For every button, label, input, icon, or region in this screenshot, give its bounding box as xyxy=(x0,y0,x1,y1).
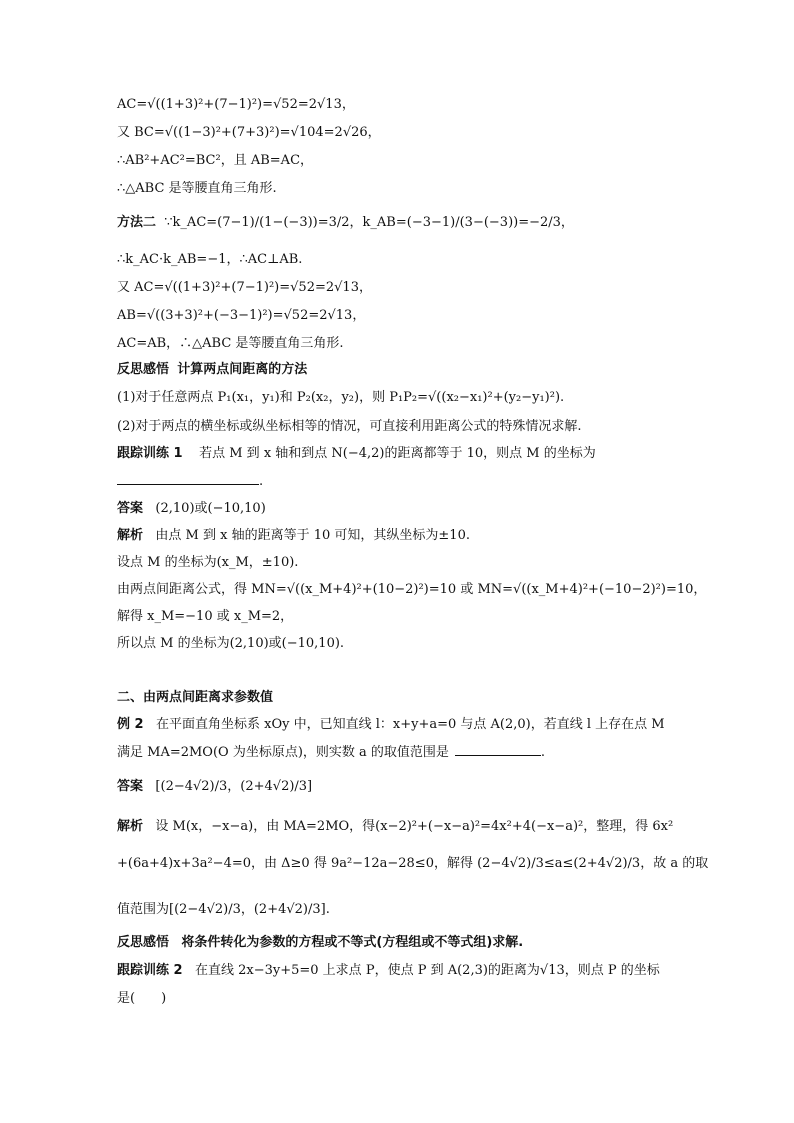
answer-blank xyxy=(117,472,259,485)
line-special-case: (2)对于两点的横坐标或纵坐标相等的情况，可直接利用距离公式的特殊情况求解. xyxy=(117,419,582,434)
line-conclusion-3: 所以点 M 的坐标为(2,10)或(−10,10). xyxy=(117,636,345,651)
section-heading-2: 二、由两点间距离求参数值 xyxy=(117,690,274,705)
label-exercise-2: 跟踪训练 2 xyxy=(117,963,183,978)
line-bc-distance: 又 BC=√((1−3)²+(7+3)²)=√104=2√26， xyxy=(117,125,381,140)
line-formula: (1)对于任意两点 P₁(x₁，y₁)和 P₂(x₂，y₂)，则 P₁P₂=√((x₂−x₁)²+(y₂−y₁)²). xyxy=(117,390,565,405)
line-exercise-1-blank: . xyxy=(117,472,263,491)
line-analysis-1: 解析 由点 M 到 x 轴的距离等于 10 可知，其纵坐标为±10. xyxy=(117,528,470,543)
line-ac-distance-2: 又 AC=√((1+3)²+(7−1)²)=√52=2√13， xyxy=(117,280,372,295)
line-quadratic: +(6a+4)x+3a²−4=0，由 Δ≥0 得 9a²−12a−28≤0，解得 (2−4√2)/3≤a≤(2+4√2)/3，故 a 的取 xyxy=(117,856,709,871)
label-answer-2: 答案 xyxy=(117,779,144,794)
label-method-two: 方法二 xyxy=(117,215,157,230)
label-reflection-2: 反思感悟 xyxy=(117,935,170,950)
label-answer-1: 答案 xyxy=(117,501,144,516)
line-conclusion-2: AC=AB，∴△ABC 是等腰直角三角形. xyxy=(117,336,344,351)
line-exercise-2-cont: 是( ) xyxy=(117,991,167,1006)
line-reflection-1: 反思感悟 计算两点间距离的方法 xyxy=(117,362,308,377)
line-exercise-2: 跟踪训练 2 在直线 2x−3y+5=0 上求点 P，使点 P 到 A(2,3)的距离为√13，则点 P 的坐标 xyxy=(117,963,660,978)
label-reflection-1: 反思感悟 xyxy=(117,362,170,377)
line-method-two: 方法二 ∵k_AC=(7−1)/(1−(−3))=3/2，k_AB=(−3−1)/(3−(−3))=−2/3， xyxy=(117,215,574,230)
line-solve-xm: 解得 x_M=−10 或 x_M=2， xyxy=(117,609,294,624)
line-slope-product: ∴k_AC·k_AB=−1，∴AC⊥AB. xyxy=(117,252,303,267)
line-set-m: 设点 M 的坐标为(x_M，±10). xyxy=(117,555,299,570)
line-answer-2: 答案 [(2−4√2)/3，(2+4√2)/3] xyxy=(117,779,313,794)
label-analysis-2: 解析 xyxy=(117,819,144,834)
line-exercise-1: 跟踪训练 1 若点 M 到 x 轴和到点 N(−4,2)的距离都等于 10，则点 M 的坐标为 xyxy=(117,446,596,461)
line-analysis-2: 解析 设 M(x，−x−a)，由 MA=2MO，得(x−2)²+(−x−a)²=4x²+4(−x−a)²，整理，得 6x² xyxy=(117,819,674,834)
label-exercise-1: 跟踪训练 1 xyxy=(117,446,183,461)
label-analysis-1: 解析 xyxy=(117,528,144,543)
line-conclusion-1: ∴△ABC 是等腰直角三角形. xyxy=(117,181,277,196)
line-mn-equation: 由两点间距离公式，得 MN=√((x_M+4)²+(10−2)²)=10 或 MN=√((x_M+4)²+(−10−2)²)=10， xyxy=(117,582,707,597)
line-pythagorean: ∴AB²+AC²=BC²，且 AB=AC， xyxy=(117,153,314,168)
line-answer-1: 答案 (2,10)或(−10,10) xyxy=(117,501,266,516)
line-example-2-cont: 满足 MA=2MO(O 为坐标原点)，则实数 a 的取值范围是 . xyxy=(117,745,546,760)
line-example-2: 例 2 在平面直角坐标系 xOy 中，已知直线 l：x+y+a=0 与点 A(2,0)，若直线 l 上存在点 M xyxy=(117,717,665,732)
answer-blank-2 xyxy=(455,743,541,756)
line-ac-distance: AC=√((1+3)²+(7−1)²)=√52=2√13， xyxy=(117,97,355,112)
line-ab-distance: AB=√((3+3)²+(−3−1)²)=√52=2√13， xyxy=(117,308,366,323)
line-range: 值范围为[(2−4√2)/3，(2+4√2)/3]. xyxy=(117,902,330,917)
label-example-2: 例 2 xyxy=(117,717,144,732)
line-reflection-2: 反思感悟 将条件转化为参数的方程或不等式(方程组或不等式组)求解. xyxy=(117,935,524,950)
